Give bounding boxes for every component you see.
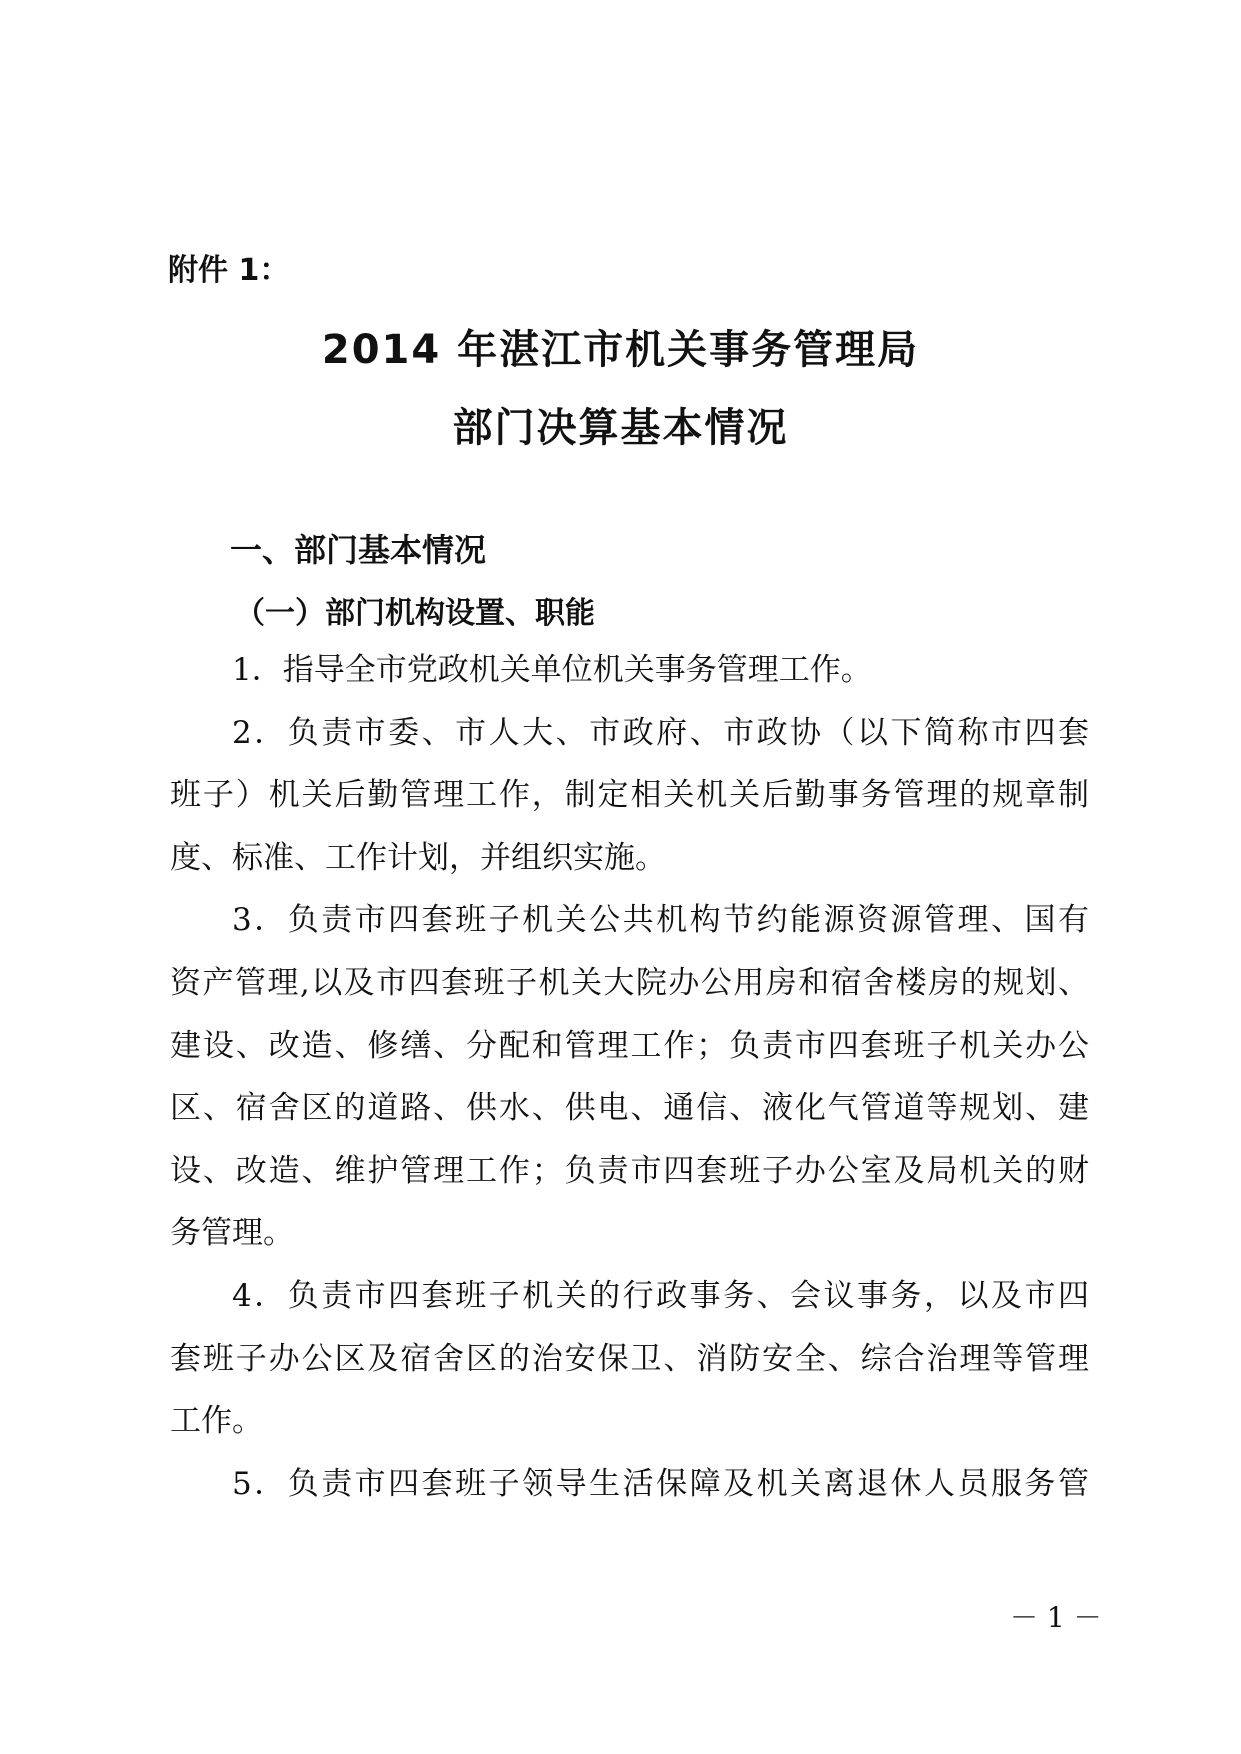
paragraph-line: 班子）机关后勤管理工作，制定相关机关后勤事务管理的规章制	[170, 777, 1089, 814]
paragraph	[170, 648, 1089, 711]
document-title-line-1: 2014 年湛江市机关事务管理局	[321, 327, 920, 373]
paragraph-line: 建设、改造、修缮、分配和管理工作；负责市四套班子机关办公	[170, 1027, 1089, 1064]
document-title-line-2: 部门决算基本情况	[452, 405, 789, 451]
paragraph-line: 1．指导全市党政机关单位机关事务管理工作。	[232, 652, 872, 688]
paragraph-line: 3．负责市四套班子机关公共机构节约能源资源管理、国有	[232, 902, 1089, 939]
paragraph	[170, 1462, 1089, 1525]
document-body	[170, 648, 1089, 1524]
paragraph-line: 4．负责市四套班子机关的行政事务、会议事务，以及市四	[232, 1277, 1089, 1314]
attachment-label: 附件 1：	[168, 253, 290, 288]
paragraph-line: 设、改造、维护管理工作；负责市四套班子办公室及局机关的财	[170, 1152, 1089, 1189]
paragraph-line: 5．负责市四套班子领导生活保障及机关离退休人员服务管	[232, 1465, 1089, 1502]
paragraph-line: 区、宿舍区的道路、供水、供电、通信、液化气管道等规划、建	[170, 1090, 1089, 1127]
section-heading: 一、部门基本情况	[230, 531, 487, 569]
paragraph-line: 2．负责市委、市人大、市政府、市政协（以下简称市四套	[232, 714, 1089, 751]
page-number: － 1 －	[1010, 1601, 1102, 1634]
paragraph-line: 资产管理,以及市四套班子机关大院办公用房和宿舍楼房的规划、	[170, 964, 1089, 1001]
paragraph	[170, 1274, 1089, 1462]
paragraph-line: 度、标准、工作计划，并组织实施。	[170, 839, 666, 876]
paragraph-line: 务管理。	[170, 1215, 294, 1252]
paragraph-line: 套班子办公区及宿舍区的治安保卫、消防安全、综合治理等管理	[170, 1340, 1089, 1377]
paragraph	[170, 898, 1089, 1274]
paragraph	[170, 711, 1089, 899]
subsection-heading: （一）部门机构设置、职能	[235, 596, 595, 631]
paragraph-line: 工作。	[170, 1403, 263, 1440]
